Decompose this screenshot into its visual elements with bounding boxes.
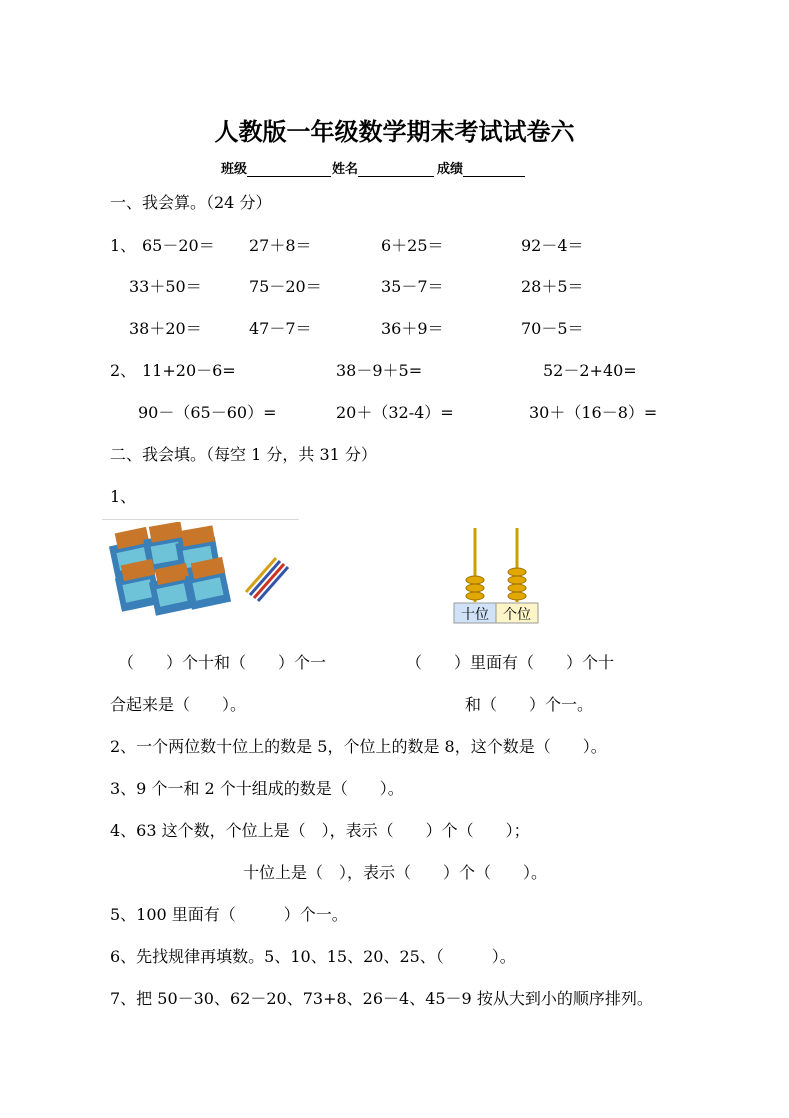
calc-item: 6＋25＝ <box>381 236 444 255</box>
calc-item: 35－7＝ <box>381 277 444 296</box>
tens-label: 十位 <box>461 607 489 623</box>
stick-bundles-image <box>108 522 293 628</box>
divider <box>102 519 299 520</box>
class-blank[interactable] <box>247 162 331 177</box>
name-field <box>332 158 434 177</box>
calc-item: 90－（65－60）= <box>138 403 277 422</box>
calc-item: 92－4＝ <box>521 236 584 255</box>
calc-item: 27＋8＝ <box>249 236 312 255</box>
calc-item: 38＋20＝ <box>129 319 202 338</box>
score-field <box>437 158 525 177</box>
s2-q1-left-line2: 合起来是（ ）。 <box>110 695 247 714</box>
s2-q7: 7、把 50－30、62－20、73+8、26－4、45－9 按从大到小的顺序排列。 <box>110 989 653 1008</box>
q2-label: 2、 <box>110 361 137 380</box>
calc-item: 70－5＝ <box>521 319 584 338</box>
score-label: 成绩 <box>437 162 464 177</box>
s2-q5: 5、100 里面有（ ）个一。 <box>110 905 348 924</box>
name-blank[interactable] <box>358 162 434 177</box>
calc-item: 75－20＝ <box>249 277 322 296</box>
name-label: 姓名 <box>332 162 359 177</box>
calc-item: 47－7＝ <box>249 319 312 338</box>
calc-item: 28＋5＝ <box>521 277 584 296</box>
ones-label: 个位 <box>503 607 531 623</box>
score-blank[interactable] <box>463 162 525 177</box>
calc-item: 30＋（16－8）= <box>529 403 658 422</box>
s2-q1-label: 1、 <box>110 487 137 506</box>
abacus-image <box>450 526 542 634</box>
class-field <box>221 158 331 177</box>
section2-heading: 二、我会填。（每空 1 分，共 31 分） <box>110 445 377 464</box>
page-title: 人教版一年级数学期末考试试卷六 <box>214 118 575 146</box>
s2-q1-right-line1: （ ）里面有（ ）个十 <box>406 653 615 672</box>
s2-q4-line1: 4、63 这个数，个位上是（ ），表示（ ）个（ ）； <box>110 821 530 840</box>
calc-item: 52－2+40= <box>543 361 637 380</box>
ones-beads <box>508 568 526 600</box>
single-sticks-icon <box>246 558 288 601</box>
s2-q1-left-line1: （ ）个十和（ ）个一 <box>118 653 327 672</box>
calc-item: 33＋50＝ <box>129 277 202 296</box>
section1-heading: 一、我会算。（24 分） <box>110 193 272 212</box>
tens-beads <box>466 576 484 600</box>
s2-q6: 6、先找规律再填数。5、10、15、20、25、（ ）。 <box>110 947 516 966</box>
s2-q1-right-line2: 和（ ）个一。 <box>465 695 594 714</box>
calc-item: 20＋（32-4）= <box>336 403 454 422</box>
calc-item: 36＋9＝ <box>381 319 444 338</box>
s2-q2: 2、一个两位数十位上的数是 5，个位上的数是 8，这个数是（ ）。 <box>110 737 607 756</box>
calc-item: 11+20－6= <box>142 361 236 380</box>
class-label: 班级 <box>221 162 248 177</box>
calc-item: 65－20＝ <box>142 236 215 255</box>
s2-q4-line2: 十位上是（ ），表示（ ）个（ ）。 <box>243 863 548 882</box>
calc-item: 38－9＋5= <box>336 361 423 380</box>
q1-label: 1、 <box>110 236 137 255</box>
s2-q3: 3、9 个一和 2 个十组成的数是（ ）。 <box>110 779 404 798</box>
bundle-icon <box>185 557 231 610</box>
